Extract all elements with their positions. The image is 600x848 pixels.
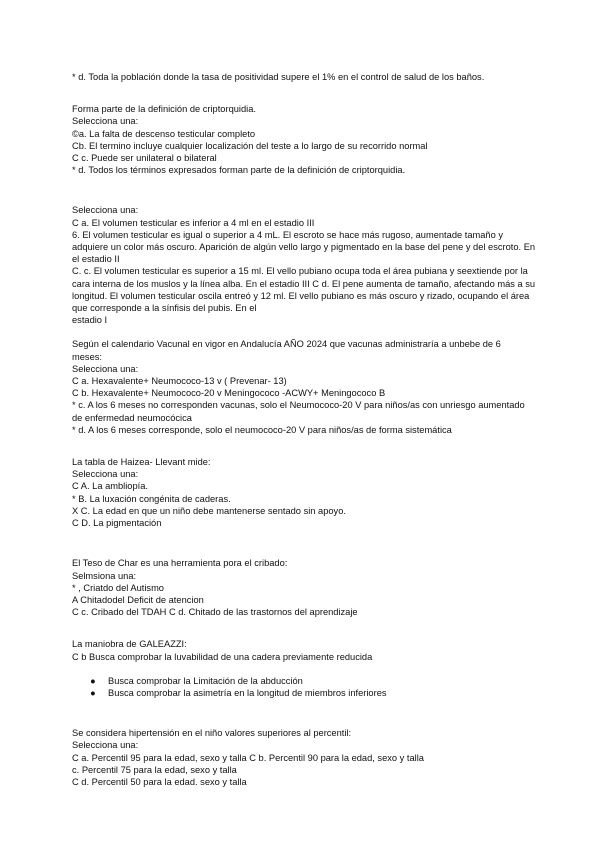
question-text: Se considera hipertensión en el niño valores superiores al percentil: <box>72 728 352 739</box>
question-haizea-llevant <box>72 456 528 529</box>
question-text: La tabla de Haizea- Llevant mide: <box>72 457 211 468</box>
option-line: C b Busca comprobar la luvabilidad de una cadera previamente reducida <box>72 651 373 662</box>
question-text: La maniobra de GALEAZZI: <box>72 639 187 650</box>
option-line: el estadio II <box>72 254 120 265</box>
option-line: A Chitadodel Deficit de atencion <box>72 594 204 605</box>
question-text: El Teso de Char es una herramienta pora el cribado: <box>72 558 288 569</box>
option-line: longitud. El volumen testicular oscila entreó y 12 ml. El vello pubiano es más oscuro y rizado, ocupando el área <box>72 290 530 301</box>
select-one-label: Selecciona una: <box>72 469 139 480</box>
option-line: C a. Percentil 95 para la edad, sexo y talla C b. Percentil 90 para la edad, sexo y talla <box>72 752 424 763</box>
question-vaccine-calendar <box>72 338 528 436</box>
option-line: cara interna de los muslos y la línea alba. En el estadio III C d. El pene aumenta de tamaño, afectando más a su <box>72 278 536 289</box>
option-line: C A. La ambliopía. <box>72 481 148 492</box>
question-criptorquidia <box>72 103 528 176</box>
option-line: X C. La edad en que un niño debe mantenerse sentado sin apoyo. <box>72 505 346 516</box>
option-line: 6. El volumen testicular es igual o superior a 4 mL. El escroto se hace más rugoso, aumentade tamaño y <box>72 229 503 240</box>
option-line: estadio I <box>72 315 108 326</box>
option-line: C c. Cribado del TDAH C d. Chitado de las trastornos del aprendizaje <box>72 607 358 618</box>
option-line: Cb. El termino incluye cualquier localización del teste a lo largo de su recorrido normal <box>72 140 428 151</box>
question-galeazzi <box>72 638 528 699</box>
option-line: C. c. El volumen testicular es superior a 15 ml. El vello pubiano ocupa toda el área pubiana y seextiende por la <box>72 266 528 277</box>
bullet-text: Busca comprobar la Limitación de la abducción <box>108 675 303 686</box>
option-line: ©a. La falta de descenso testicular completo <box>72 128 256 139</box>
bullet-text: Busca comprobar la asimetría en la longitud de miembros inferiores <box>108 687 387 698</box>
option-line: C d. Percentil 50 para la edad. sexo y talla <box>72 776 247 787</box>
option-line: C b. Hexavalente+ Neumococo-20 v Meningococo -ACWY+ Meningococo B <box>72 388 386 399</box>
option-line: C a. Hexavalente+ Neumococo-13 v ( Prevenar- 13) <box>72 376 287 387</box>
bullet-list <box>72 675 528 699</box>
option-line: adquiere un color más oscuro. Aparición de algún vello largo y pigmentado en la base del pene y del escroto. En <box>72 242 536 253</box>
bullet-glyph: ● <box>90 675 96 686</box>
question-text: meses: <box>72 351 102 362</box>
question-tail-block <box>72 71 528 83</box>
select-one-label: Selecciona una: <box>72 363 139 374</box>
question-text: Forma parte de la definición de criptorquidia. <box>72 104 256 115</box>
option-line: C a. El volumen testicular es inferior a 4 ml en el estadio III <box>72 217 315 228</box>
option-line: * B. La luxación congénita de caderas. <box>72 493 231 504</box>
question-hypertension-percentile <box>72 727 528 788</box>
select-one-label: Selmsiona una: <box>72 570 137 581</box>
option-line: C c. Puede ser unilateral o bilateral <box>72 153 217 164</box>
option-line: * , Criatdo del Autismo <box>72 582 164 593</box>
select-one-label: Selecciona una: <box>72 116 139 127</box>
question-test-char <box>72 557 528 618</box>
select-one-label: Selecciona una: <box>72 740 139 751</box>
select-one-label: Selecciona una: <box>72 205 139 216</box>
question-tanner-stages <box>72 204 536 326</box>
option-line: c. Percentil 75 para la edad, sexo y talla <box>72 764 237 775</box>
option-line: * d. Todos los términos expresados forman parte de la definición de criptorquidia. <box>72 165 406 176</box>
bullet-item <box>72 675 528 687</box>
document-page <box>72 71 536 788</box>
option-line: * c. A los 6 meses no corresponden vacunas, solo el Neumococo-20 V para niños/as con unriesgo aumentado <box>72 400 525 411</box>
bullet-item <box>72 687 528 699</box>
bullet-glyph: ● <box>90 687 96 698</box>
option-line: de enfermedad neumocócica <box>72 412 192 423</box>
option-line: que corresponde a la sínfisis del pubis. En el <box>72 303 257 314</box>
option-line: * d. Toda la población donde la tasa de positividad supere el 1% en el control de salud de los baños. <box>72 72 485 82</box>
option-line: C D. La pigmentación <box>72 518 162 529</box>
question-text: Según el calendario Vacunal en vigor en Andalucía AÑO 2024 que vacunas administraría a unbebe de 6 <box>72 339 501 350</box>
option-line: * d. A los 6 meses corresponde, solo el neumococo-20 V para niños/as de forma sistemática <box>72 424 452 435</box>
